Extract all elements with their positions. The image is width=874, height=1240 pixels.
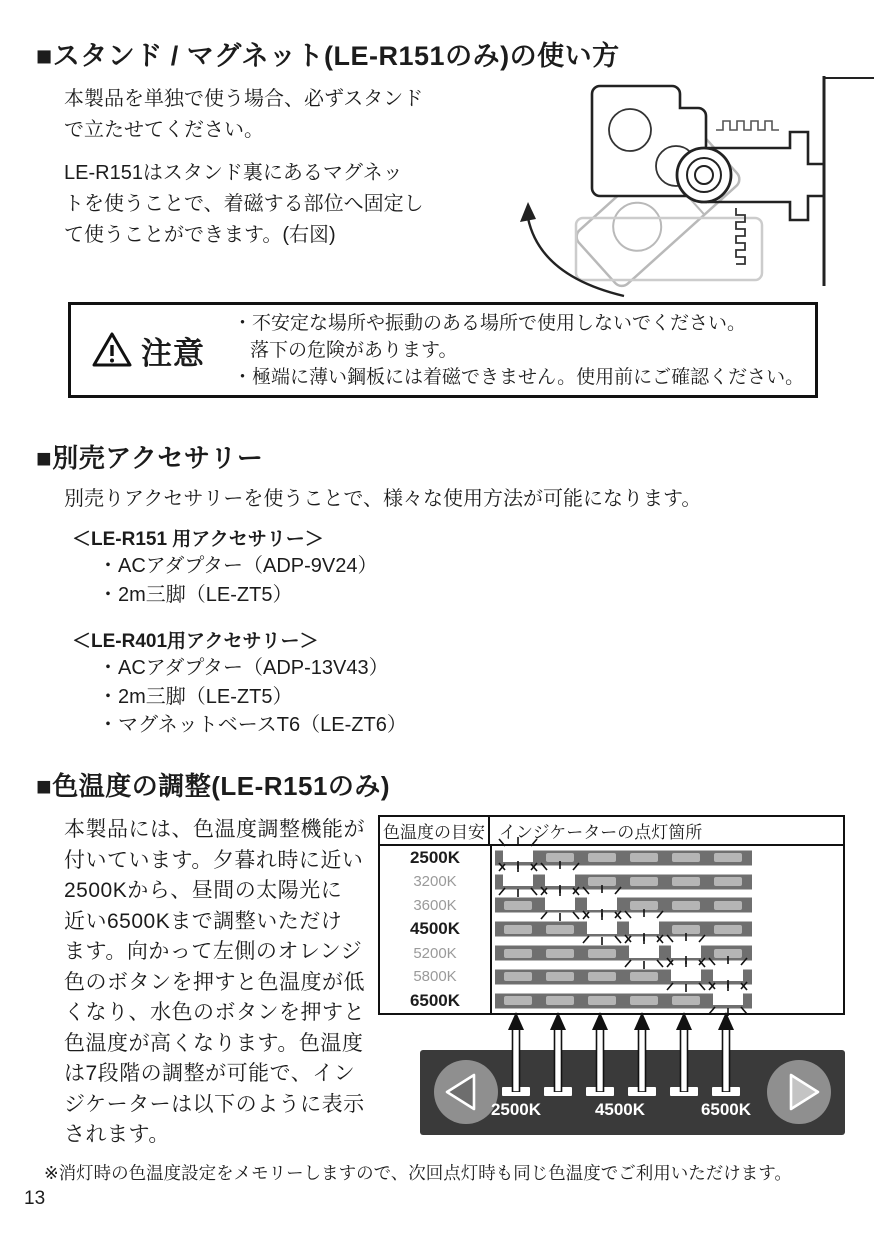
temperature-label: 3200K xyxy=(413,873,457,891)
accessories-group-1-heading: ＜LE-R151 用アクセサリー＞ xyxy=(72,529,324,550)
indicator-segment xyxy=(672,853,700,862)
accessories-group-1-items xyxy=(98,552,377,609)
temperature-rows xyxy=(380,846,843,1013)
text-line: 色温度が高くなります。色温度 xyxy=(64,1031,364,1055)
up-arrow xyxy=(550,1012,566,1092)
indicator-segment xyxy=(630,996,658,1005)
text-line: LE-R151はスタンド裏にあるマグネッ xyxy=(64,162,403,184)
text-line: 近い6500Kまで調整いただけ xyxy=(64,909,343,933)
temperature-row xyxy=(380,989,843,1013)
accessory-item: ・2m三脚（LE-ZT5） xyxy=(98,685,293,708)
indicator-segment xyxy=(546,996,574,1005)
caution-box xyxy=(68,302,818,398)
indicator-segment xyxy=(504,972,532,981)
stand-section-title: ■スタンド / マグネット(LE-R151のみ)の使い方 xyxy=(36,41,620,71)
stand-magnet-illustration xyxy=(500,68,874,300)
indicator-bar xyxy=(495,993,752,1008)
indicator-segment xyxy=(672,901,700,910)
hinge xyxy=(677,148,731,202)
indicator-segment xyxy=(588,996,616,1005)
text-line: くなり、水色のボタンを押すと xyxy=(64,1001,365,1024)
up-arrow xyxy=(592,1012,608,1092)
text-line: トを使うことで、着磁する部位へ固定し xyxy=(64,193,424,215)
panel-label-2500k: 2500K xyxy=(490,1100,542,1119)
temperature-row xyxy=(380,846,843,870)
up-arrow xyxy=(676,1012,692,1092)
text-line: されます。 xyxy=(64,1123,170,1146)
caution-label: 注意 xyxy=(141,335,205,371)
temperature-row xyxy=(380,941,843,965)
color-temp-table xyxy=(378,815,845,1015)
indicator-bar-cell xyxy=(490,965,843,989)
temperature-row xyxy=(380,917,843,941)
indicator-segment xyxy=(588,949,616,958)
text-line: ます。向かって左側のオレンジ xyxy=(64,940,363,963)
indicator-segment xyxy=(504,901,532,910)
temperature-row xyxy=(380,965,843,989)
temperature-label: 3600K xyxy=(413,896,457,914)
indicator-segment xyxy=(714,925,742,934)
temperature-label: 4500K xyxy=(409,919,461,939)
indicator-segment xyxy=(714,901,742,910)
text-line: 付いています。夕暮れ時に近い xyxy=(64,848,364,872)
indicator-segment xyxy=(672,877,700,886)
up-arrow xyxy=(508,1012,524,1092)
column-header-indicator: インジケーターの点灯箇所 xyxy=(499,823,703,842)
caution-line: ・不安定な場所や振動のある場所で使用しないでください。 xyxy=(233,312,747,334)
footnote: ※消灯時の色温度設定をメモリーしますので、次回点灯時も同じ色温度でご利用いただけます。 xyxy=(44,1163,792,1183)
text-line: で立たせてください。 xyxy=(64,119,264,141)
indicator-segment xyxy=(630,853,658,862)
text-line: 2500Kから、昼間の太陽光に xyxy=(64,879,343,902)
up-arrow xyxy=(718,1012,734,1092)
accessory-item: ・2m三脚（LE-ZT5） xyxy=(98,583,293,606)
indicator-segment xyxy=(546,925,574,934)
column-header-temperature: 色温度の目安 xyxy=(380,817,490,844)
temperature-label: 2500K xyxy=(409,847,461,867)
accessories-section-title: ■別売アクセサリー xyxy=(36,443,264,473)
text-line: は7段階の調整が可能で、イン xyxy=(64,1062,356,1085)
indicator-segment xyxy=(630,972,658,981)
warning-triangle-icon xyxy=(91,331,133,369)
caution-line: 落下の危険があります。 xyxy=(250,339,458,361)
caution-badge xyxy=(91,328,233,373)
indicator-segment xyxy=(672,996,700,1005)
color-temp-table-header xyxy=(380,817,843,846)
indicator-segment xyxy=(504,949,532,958)
indicator-segment xyxy=(714,877,742,886)
caution-line: ・極端に薄い鋼板には着磁できません。使用前にご確認ください。 xyxy=(233,366,805,388)
accessories-group-2-heading: ＜LE-R401用アクセサリー＞ xyxy=(72,631,319,652)
indicator-bar-cell xyxy=(490,989,843,1013)
panel-label-4500k: 4500K xyxy=(594,1100,646,1119)
indicator-segment xyxy=(546,949,574,958)
temperature-label: 5200K xyxy=(413,944,457,962)
text-line: 本製品には、色温度調整機能が xyxy=(64,818,365,841)
stand-paragraph-1 xyxy=(64,84,423,146)
caution-text xyxy=(233,310,804,391)
accessory-item: ・マグネットベースT6（LE-ZT6） xyxy=(98,714,407,736)
panel-label-6500k: 6500K xyxy=(700,1100,752,1119)
color-temp-body xyxy=(64,815,365,1151)
temperature-label: 6500K xyxy=(409,990,461,1010)
text-line: ジケーターは以下のように表示 xyxy=(64,1092,365,1116)
accessories-intro: 別売りアクセサリーを使うことで、様々な使用方法が可能になります。 xyxy=(64,488,702,510)
indicator-segment xyxy=(504,925,532,934)
indicator-segment xyxy=(588,972,616,981)
indicator-segment xyxy=(504,996,532,1005)
text-line: 本製品を単独で使う場合、必ずスタンド xyxy=(64,88,424,110)
gear-teeth-top xyxy=(716,121,779,130)
indicator-segment xyxy=(546,972,574,981)
color-temp-section-title: ■色温度の調整(LE-R151のみ) xyxy=(36,771,391,801)
page-number: 13 xyxy=(24,1188,46,1209)
indicator-arrows xyxy=(378,1012,845,1092)
indicator-segment xyxy=(714,853,742,862)
indicator-segment xyxy=(630,877,658,886)
indicator-bar-cell xyxy=(490,894,843,918)
temperature-label: 5800K xyxy=(413,968,457,986)
text-line: 色のボタンを押すと色温度が低 xyxy=(64,970,365,994)
up-arrow xyxy=(634,1012,650,1092)
accessories-group-2-items xyxy=(98,654,407,740)
indicator-segment xyxy=(588,853,616,862)
stand-paragraph-2 xyxy=(64,158,424,251)
text-line: て使うことができます。(右図) xyxy=(64,224,336,246)
accessory-item: ・ACアダプター（ADP-13V43） xyxy=(98,657,389,679)
gear-teeth-vertical xyxy=(736,208,745,264)
accessory-item: ・ACアダプター（ADP-9V24） xyxy=(98,555,378,577)
